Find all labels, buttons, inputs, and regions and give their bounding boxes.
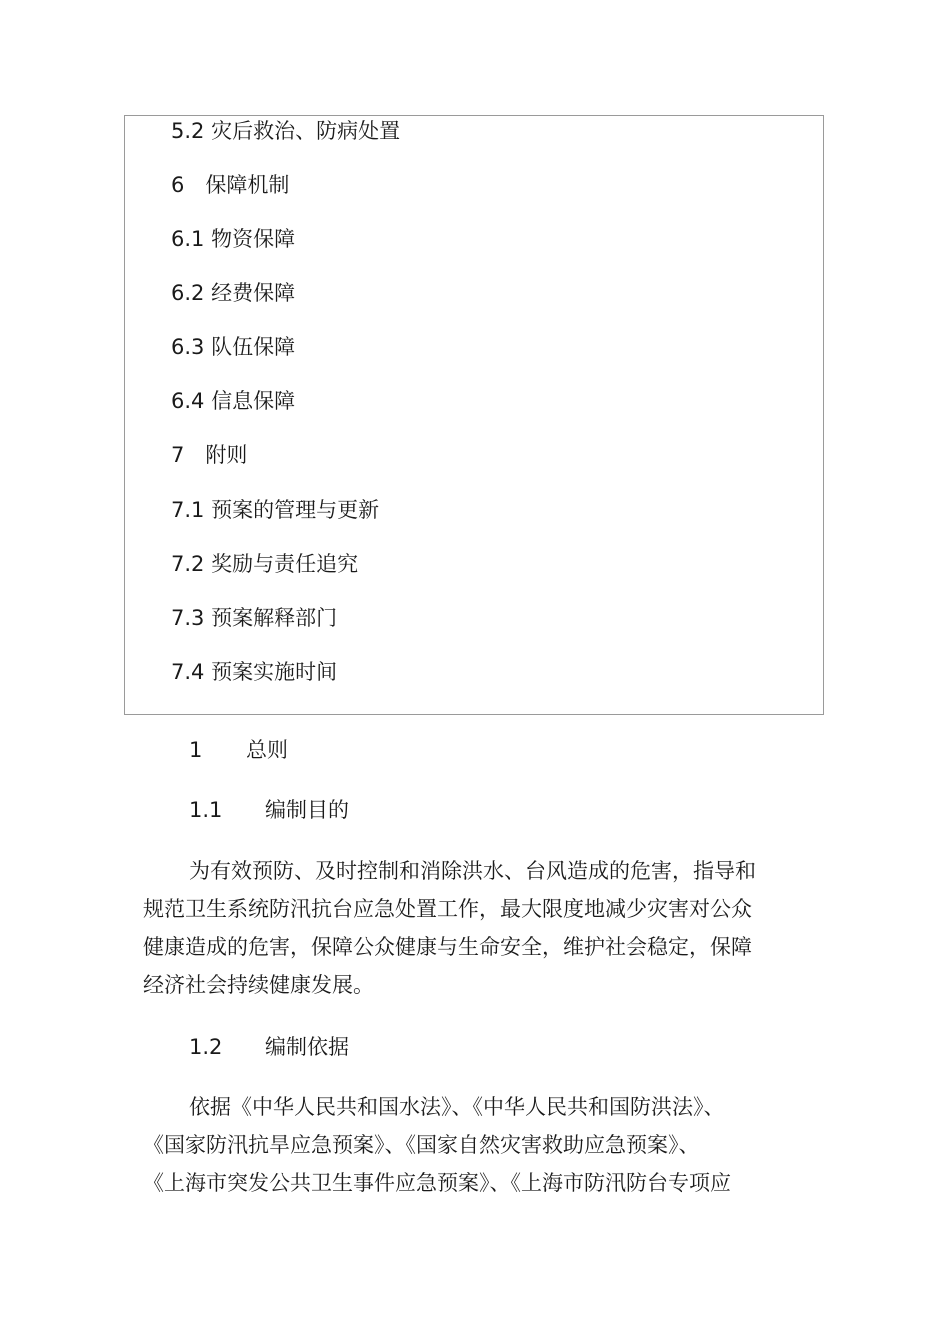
toc-item[interactable]: 5.2 灾后救治、防病处置: [171, 119, 401, 143]
section-number: 1.1: [189, 798, 223, 822]
paragraph-line: 为有效预防、及时控制和消除洪水、台风造成的危害，指导和: [189, 859, 756, 883]
toc-item[interactable]: 6.3 队伍保障: [171, 335, 296, 359]
toc-item[interactable]: 7.4 预案实施时间: [171, 660, 338, 684]
paragraph-purpose: [143, 852, 803, 1004]
paragraph-line: 规范卫生系统防汛抗台应急处置工作，最大限度地减少灾害对公众: [143, 897, 752, 921]
section-title: 编制依据: [265, 1035, 349, 1059]
toc-item[interactable]: 6.4 信息保障: [171, 389, 296, 413]
toc-item[interactable]: 6 保障机制: [171, 173, 290, 197]
toc-item[interactable]: 7.1 预案的管理与更新: [171, 498, 380, 522]
paragraph-line: 依据《中华人民共和国水法》、《中华人民共和国防洪法》、: [189, 1095, 725, 1119]
section-heading-general: [189, 736, 389, 764]
section-heading-basis: [189, 1033, 439, 1061]
section-title: 编制目的: [265, 798, 349, 822]
section-number: 1: [189, 738, 203, 762]
table-of-contents: [124, 115, 824, 715]
toc-item[interactable]: 7 附则: [171, 443, 248, 467]
section-heading-purpose: [189, 796, 439, 824]
toc-item[interactable]: 6.1 物资保障: [171, 227, 296, 251]
paragraph-basis: [143, 1088, 803, 1202]
section-title: 总则: [246, 738, 288, 762]
toc-item[interactable]: 7.2 奖励与责任追究: [171, 552, 359, 576]
section-number: 1.2: [189, 1035, 223, 1059]
paragraph-line: 《上海市突发公共卫生事件应急预案》、《上海市防汛防台专项应: [143, 1171, 731, 1195]
paragraph-line: 《国家防汛抗旱应急预案》、《国家自然灾害救助应急预案》、: [143, 1133, 700, 1157]
toc-item[interactable]: 7.3 预案解释部门: [171, 606, 338, 630]
paragraph-line: 健康造成的危害，保障公众健康与生命安全，维护社会稳定，保障: [143, 935, 752, 959]
paragraph-line: 经济社会持续健康发展。: [143, 973, 374, 997]
toc-item[interactable]: 6.2 经费保障: [171, 281, 296, 305]
